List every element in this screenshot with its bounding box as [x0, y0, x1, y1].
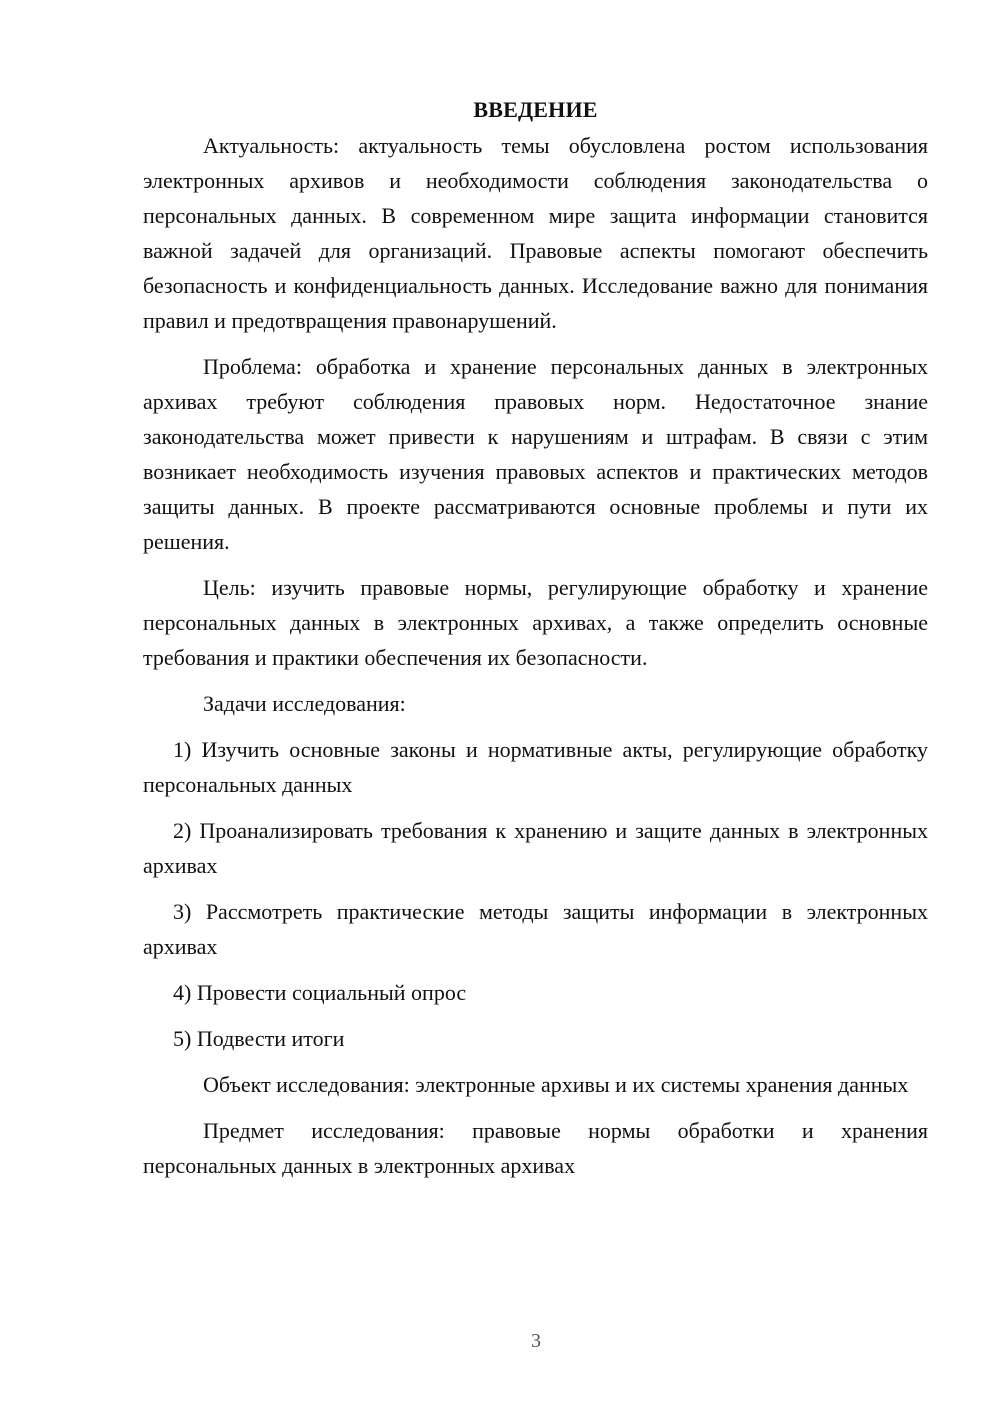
document-page [143, 92, 928, 1194]
task-item-3: 3) Рассмотреть практические методы защиты информации в электронных архивах [143, 899, 928, 959]
page-number: 3 [531, 1330, 541, 1352]
paragraph-problem: Проблема: обработка и хранение персональных данных в электронных архивах требуют соблюдения правовых норм. Недостаточное знание законодательства может привести к нарушениям и штрафам. В связи с этим возникает необходимость изучения правовых аспектов и практических методов защиты данных. В проекте рассматриваются основные проблемы и пути их решения. [143, 354, 928, 554]
task-item-4: 4) Провести социальный опрос [173, 980, 467, 1005]
tasks-heading: Задачи исследования: [203, 691, 406, 716]
paragraph-relevance: Актуальность: актуальность темы обусловлена ростом использования электронных архивов и необходимости соблюдения законодательства о персональных данных. В современном мире защита информации становится важной задачей для организаций. Правовые аспекты помогают обеспечить безопасность и конфиденциальность данных. Исследование важно для понимания правил и предотвращения правонарушений. [143, 133, 928, 333]
task-item-2: 2) Проанализировать требования к хранению и защите данных в электронных архивах [143, 818, 928, 878]
paragraph-object: Объект исследования: электронные архивы и их системы хранения данных [203, 1072, 909, 1097]
paragraph-goal: Цель: изучить правовые нормы, регулирующие обработку и хранение персональных данных в электронных архивах, а также определить основные требования и практики обеспечения их безопасности. [143, 575, 928, 670]
task-item-1: 1) Изучить основные законы и нормативные акты, регулирующие обработку персональных данных [143, 737, 928, 797]
paragraph-subject: Предмет исследования: правовые нормы обработки и хранения персональных данных в электронных архивах [143, 1118, 928, 1178]
task-item-5: 5) Подвести итоги [173, 1026, 345, 1051]
section-title: ВВЕДЕНИЕ [473, 97, 598, 122]
